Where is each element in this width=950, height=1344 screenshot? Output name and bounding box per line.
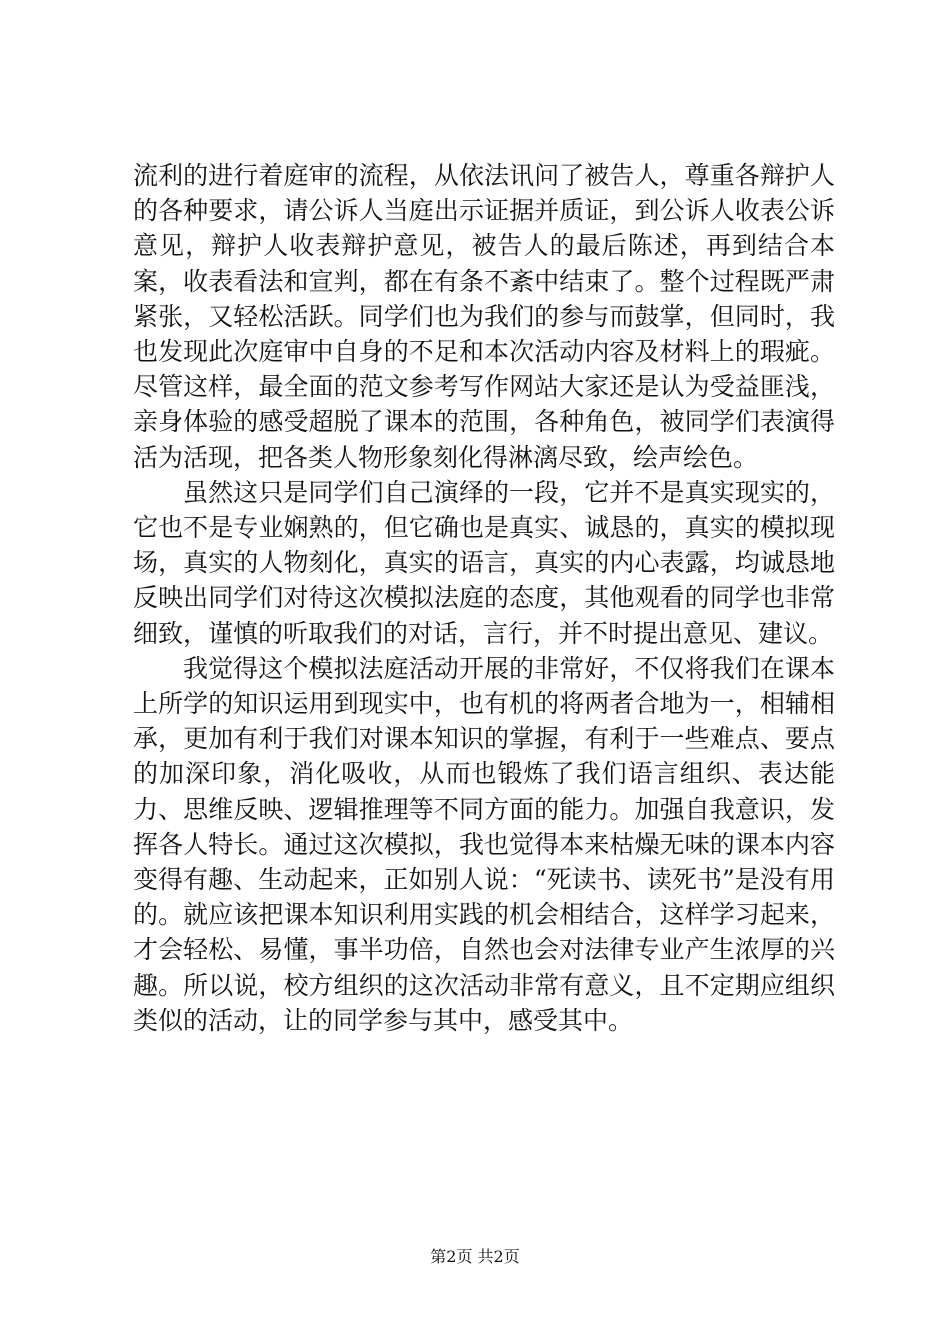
document-body: [133, 158, 835, 1038]
page-number-footer: 第2页 共2页: [430, 1247, 520, 1266]
paragraph-2: 虽然这只是同学们自己演绎的一段，它并不是真实现实的，它也不是专业娴熟的，但它确也是真实、诚恳的，真实的模拟现场，真实的人物刻化，真实的语言，真实的内心表露，均诚恳地反映出同学们对待这次模拟法庭的态度，其他观看的同学也非常细致，谨慎的听取我们的对话，言行，并不时提出意见、建议。: [133, 477, 835, 648]
paragraph-1: 流利的进行着庭审的流程，从依法讯问了被告人，尊重各辩护人的各种要求，请公诉人当庭出示证据并质证，到公诉人收表公诉意见，辩护人收表辩护意见，被告人的最后陈述，再到结合本案，收表看法和宣判，都在有条不紊中结束了。整个过程既严肃紧张，又轻松活跃。同学们也为我们的参与而鼓掌，但同时，我也发现此次庭审中自身的不足和本次活动内容及材料上的瑕疵。尽管这样，最全面的范文参考写作网站大家还是认为受益匪浅，亲身体验的感受超脱了课本的范围，各种角色，被同学们表演得活为活现，把各类人物形象刻化得淋漓尽致，绘声绘色。: [133, 161, 835, 472]
paragraph-3: 我觉得这个模拟法庭活动开展的非常好，不仅将我们在课本上所学的知识运用到现实中，也有机的将两者合地为一，相辅相承，更加有利于我们对课本知识的掌握，有利于一些难点、要点的加深印象，消化吸收，从而也锻炼了我们语言组织、表达能力、思维反映、逻辑推理等不同方面的能力。加强自我意识，发挥各人特长。通过这次模拟，我也觉得本来枯燥无味的课本内容变得有趣、生动起来，正如别人说：“死读书、读死书”是没有用的。就应该把课本知识利用实践的机会相结合，这样学习起来，才会轻松、易懂，事半功倍，自然也会对法律专业产生浓厚的兴趣。所以说，校方组织的这次活动非常有意义，且不定期应组织类似的活动，让的同学参与其中，感受其中。: [133, 653, 835, 1035]
